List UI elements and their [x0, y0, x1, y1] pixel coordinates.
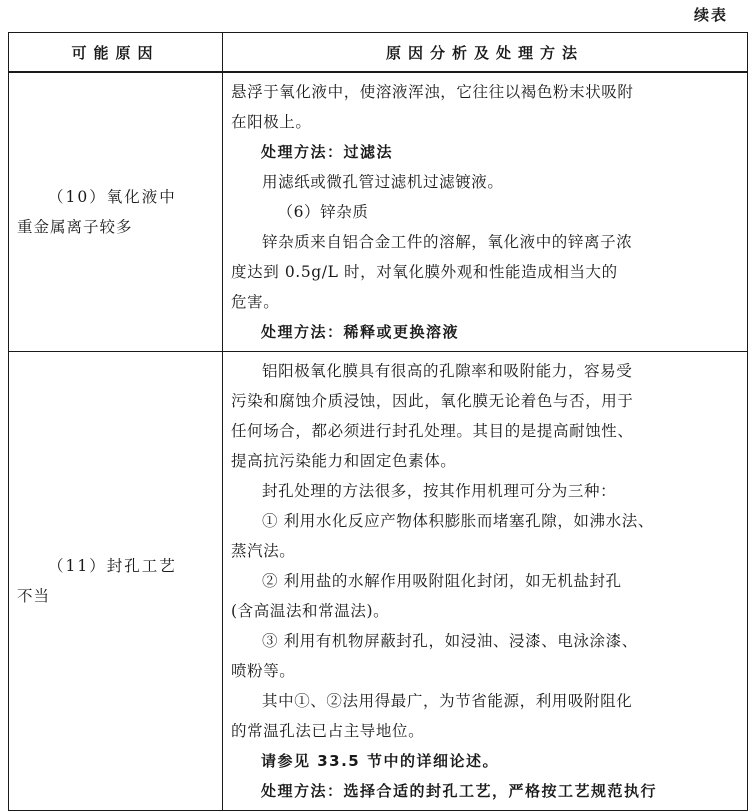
analysis-line: (含高温法和常温法)。 [231, 602, 390, 620]
treatment-method: 处理方法：过滤法 [261, 143, 394, 161]
cause-line: 不当 [17, 587, 51, 605]
cause-cell [9, 352, 223, 811]
table-header-row [9, 33, 748, 73]
analysis-line: 悬浮于氧化液中，使溶液浑浊，它往往以褐色粉末状吸附 [231, 83, 634, 101]
cause-line: 重金属离子较多 [17, 218, 133, 236]
analysis-line: 在阳极上。 [231, 113, 312, 131]
sub-heading: （6）锌杂质 [277, 203, 369, 221]
analysis-line: 封孔处理的方法很多，按其作用机理可分为三种： [262, 482, 617, 500]
analysis-cell [223, 72, 748, 352]
analysis-line: ③ 利用有机物屏蔽封孔，如浸油、浸漆、电泳涂漆、 [262, 632, 638, 650]
cause-line: （11）封孔工艺 [48, 557, 177, 575]
analysis-line: 任何场合，都必须进行封孔处理。其目的是提高耐蚀性、 [231, 422, 634, 440]
header-possible-cause: 可能原因 [9, 33, 223, 73]
table-row [9, 72, 748, 352]
analysis-line: 提高抗污染能力和固定色素体。 [231, 452, 457, 470]
analysis-line: 的常温孔法已占主导地位。 [231, 722, 425, 740]
analysis-line: ① 利用水化反应产物体积膨胀而堵塞孔隙，如沸水法、 [262, 512, 654, 530]
cause-line: （10）氧化液中 [48, 188, 177, 206]
continued-label: 续表 [693, 6, 728, 24]
analysis-line: ② 利用盐的水解作用吸附阻化封闭，如无机盐封孔 [262, 572, 622, 590]
analysis-line: 铝阳极氧化膜具有很高的孔隙率和吸附能力，容易受 [262, 362, 633, 380]
treatment-method: 处理方法：选择合适的封孔工艺，严格按工艺规范执行 [261, 782, 658, 800]
analysis-line: 喷粉等。 [231, 662, 296, 680]
analysis-line: 蒸汽法。 [231, 542, 296, 560]
analysis-line: 污染和腐蚀介质浸蚀，因此，氧化膜无论着色与否，用于 [231, 392, 634, 410]
cause-analysis-table [8, 32, 748, 811]
cause-cell [9, 72, 223, 352]
table-row [9, 352, 748, 811]
analysis-line: 其中①、②法用得最广，为节省能源，利用吸附阻化 [262, 692, 633, 710]
analysis-line: 用滤纸或微孔管过滤机过滤镀液。 [262, 173, 504, 191]
treatment-method: 处理方法：稀释或更换溶液 [261, 323, 460, 341]
analysis-line: 度达到 0.5g/L 时，对氧化膜外观和性能造成相当大的 [231, 263, 618, 281]
analysis-cell [223, 352, 748, 811]
reference-note: 请参见 33.5 节中的详细论述。 [261, 752, 499, 770]
analysis-line: 锌杂质来自铝合金工件的溶解，氧化液中的锌离子浓 [262, 233, 633, 251]
header-analysis-method: 原因分析及处理方法 [223, 33, 748, 73]
analysis-line: 危害。 [231, 293, 280, 311]
